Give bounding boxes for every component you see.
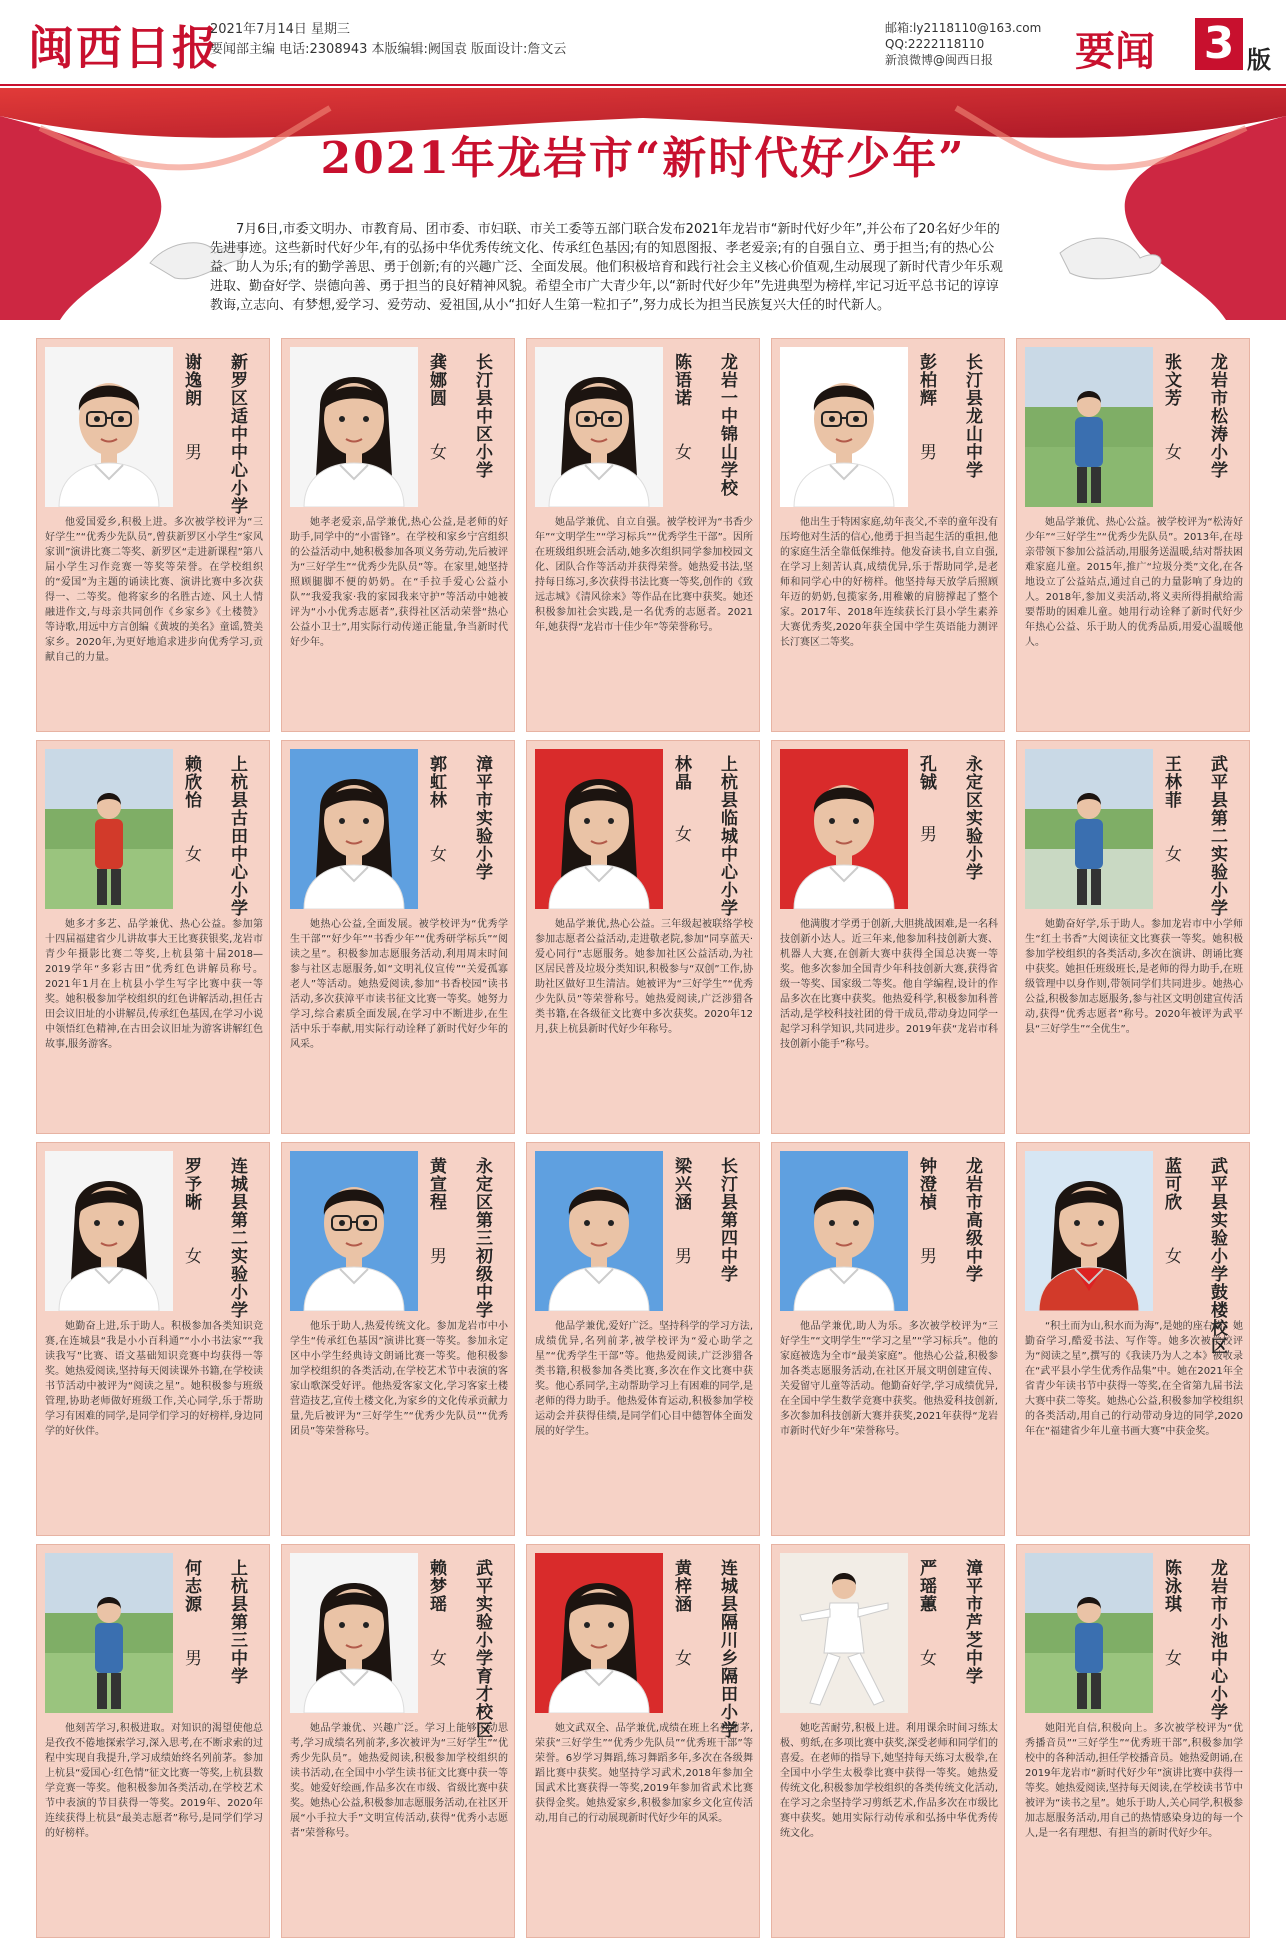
student-bio: 他品学兼优,助人为乐。多次被学校评为“三好学生”“文明学生”“学习之星”“学习标兵”。他的家庭被选为全市“最美家庭”。他热心公益,积极参加各类志愿服务活动,在社区开展文明创建宣传、关爱留守儿童等活动。他勤奋好学,学习成绩优异,在全国中学生数学竞赛中获奖。他热爱科技创新,多次参加科技创新大赛并获奖,2021年获得“龙岩市新时代好少年”荣誉称号。: [780, 1321, 998, 1437]
student-bio: 她多才多艺、品学兼优、热心公益。参加第十四届福建省少儿讲故事大王比赛获银奖,龙岩市青少年摄影比赛二等奖,上杭县第十届2018—2019学年“多彩古田”优秀红色讲解员称号。2021年1月在上杭县小学生写字比赛中获一等奖。她积极参加学校组织的红色讲解活动,担任古田会议旧址的小讲解员,传承红色基因,在学习小说中领悟红色精神,在古田会议旧址为游客讲解红色故事,服务游客。: [45, 919, 263, 1050]
student-bio: “积土而为山,积水而为海”,是她的座右铭。她勤奋学习,酷爱书法、写作等。她多次被学校评为“阅读之星”,撰写的《我读乃为人之本》被收录在“武平县小学生优秀作品集”中。她在2021年全省青少年读书节中获得一等奖,在全省第九届书法大赛中获二等奖。她热心公益,积极参加学校组织的各类活动,用自己的行动带动身边的同学,2020年在“福建省少年儿童书画大赛”中获金奖。: [1025, 1321, 1243, 1437]
student-card: [526, 1142, 760, 1536]
student-gender: 男: [671, 1247, 691, 1264]
portrait-icon: [780, 1151, 908, 1311]
student-gender: 女: [671, 825, 691, 842]
student-photo: [45, 1151, 173, 1311]
student-card: [36, 1142, 270, 1536]
student-card: [526, 740, 760, 1134]
page-title: 2021年龙岩市“新时代好少年”: [320, 133, 966, 184]
student-photo: [290, 1553, 418, 1713]
portrait-icon: [780, 1553, 908, 1713]
student-school: 上杭县临城中心小学: [717, 755, 737, 917]
student-bio: 她吃苦耐劳,积极上进。利用课余时间习练太极、剪纸,在多项比赛中获奖,深受老师和同学们的喜爱。在老师的指导下,她坚持每天练习太极拳,在全国中小学生太极拳比赛中获得一等奖。她热爱传统文化,积极参加学校组织的各类传统文化活动,在学习之余坚持学习剪纸艺术,作品多次在市级比赛中获奖。她用实际行动传承和弘扬中华优秀传统文化。: [780, 1723, 998, 1839]
student-bio: 他品学兼优,爱好广泛。坚持科学的学习方法,成绩优异,名列前茅,被学校评为“爱心助学之星”“优秀学生干部”等。他热爱阅读,广泛涉猎各类书籍,积极参加各类比赛,多次在作文比赛中获奖。他心系同学,主动帮助学习上有困难的同学,是老师的得力助手。他热爱体育运动,积极参加学校运动会并获得佳绩,是同学们心目中德智体全面发展的好学生。: [535, 1321, 753, 1437]
portrait-icon: [45, 1553, 173, 1713]
students-grid: [36, 338, 1250, 1946]
student-gender: 女: [426, 845, 446, 862]
student-name: 何志源: [181, 1559, 201, 1613]
student-photo: [535, 1151, 663, 1311]
portrait-icon: [1025, 749, 1153, 909]
student-name: 罗予晰: [181, 1157, 201, 1211]
student-school: 上杭县古田中心小学: [227, 755, 247, 917]
student-school: 连城县隔川乡隔田小学: [717, 1559, 737, 1739]
masthead-staff: 要闻部主编 电话:2308943 本版编辑:阙国袁 版面设计:詹文云: [210, 42, 567, 57]
portrait-icon: [45, 1151, 173, 1311]
student-gender: 男: [916, 443, 936, 460]
student-card: [36, 338, 270, 732]
student-card: [281, 1544, 515, 1938]
masthead: [0, 0, 1286, 86]
student-photo: [1025, 749, 1153, 909]
portrait-icon: [290, 1151, 418, 1311]
student-photo: [780, 1553, 908, 1713]
student-card: [1016, 740, 1250, 1134]
portrait-icon: [535, 1553, 663, 1713]
student-bio: 她热心公益,全面发展。被学校评为“优秀学生干部”“好少年”“书香少年”“优秀研学标兵”“阅读之星”。积极参加志愿服务活动,利用周末时间参与社区志愿服务,如“文明礼仪宣传”“关爱孤寡老人”等活动。她热爱阅读,参加“书香校园”读书活动,多次获漳平市读书征文比赛一等奖。她努力学习,综合素质全面发展,在学习中不断进步,在生活中乐于奉献,用实际行动诠释了新时代好少年的风采。: [290, 919, 508, 1050]
student-photo: [290, 347, 418, 507]
student-name: 孔铖: [916, 755, 936, 791]
student-bio: 她勤奋上进,乐于助人。积极参加各类知识竞赛,在连城县“我是小小百科通”“小小书法家”“我读我写”比赛、语文基础知识竞赛中均获得一等奖。她热爱阅读,坚持每天阅读课外书籍,在学校读书节活动中被评为“阅读之星”。她积极参与班级管理,协助老师做好班级工作,关心同学,乐于帮助学习有困难的同学,是同学们学习的好榜样,身边同学的好伙伴。: [45, 1321, 263, 1437]
student-card: [281, 338, 515, 732]
student-school: 上杭县第三中学: [227, 1559, 247, 1685]
student-name: 赖欣怡: [181, 755, 201, 809]
student-name: 严瑶蕙: [916, 1559, 936, 1613]
portrait-icon: [290, 749, 418, 909]
student-name: 黄宣程: [426, 1157, 446, 1211]
student-card: [771, 1544, 1005, 1938]
student-school: 武平实验小学育才校区: [472, 1559, 492, 1739]
student-photo: [1025, 1151, 1153, 1311]
portrait-icon: [780, 749, 908, 909]
page-suffix: 版: [1247, 46, 1271, 74]
student-name: 钟澄楨: [916, 1157, 936, 1211]
student-name: 龚娜圆: [426, 353, 446, 407]
student-gender: 女: [181, 1247, 201, 1264]
student-school: 长汀县中区小学: [472, 353, 492, 479]
student-bio: 她品学兼优、兴趣广泛。学习上能够主动思考,学习成绩名列前茅,多次被评为“三好学生”“优秀少先队员”。她热爱阅读,积极参加学校组织的读书活动,在全国中小学生读书征文比赛中获一等奖。她爱好绘画,作品多次在市级、省级比赛中获奖。她热心公益,积极参加志愿服务活动,在社区开展“小手拉大手”文明宣传活动,获得“优秀小志愿者”荣誉称号。: [290, 1723, 508, 1839]
student-card: [281, 740, 515, 1134]
student-school: 新罗区适中中心小学: [227, 353, 247, 515]
portrait-icon: [1025, 347, 1153, 507]
portrait-icon: [1025, 1151, 1153, 1311]
student-gender: 女: [1161, 1649, 1181, 1666]
student-photo: [45, 1553, 173, 1713]
portrait-icon: [290, 347, 418, 507]
student-gender: 女: [1161, 845, 1181, 862]
student-school: 武平县第二实验小学: [1207, 755, 1227, 917]
student-school: 武平县实验小学鼓楼校区: [1207, 1157, 1227, 1355]
student-photo: [1025, 347, 1153, 507]
student-card: [771, 1142, 1005, 1536]
student-name: 梁兴涵: [671, 1157, 691, 1211]
student-school: 龙岩市小池中心小学: [1207, 1559, 1227, 1721]
student-photo: [1025, 1553, 1153, 1713]
student-card: [281, 1142, 515, 1536]
page-number: 3: [1195, 18, 1243, 70]
student-school: 漳平市芦芝中学: [962, 1559, 982, 1685]
student-photo: [535, 347, 663, 507]
student-photo: [290, 1151, 418, 1311]
student-name: 谢逸朗: [181, 353, 201, 407]
student-gender: 男: [181, 443, 201, 460]
student-school: 连城县第二实验小学: [227, 1157, 247, 1319]
student-bio: 他出生于特困家庭,幼年丧父,不幸的童年没有压垮他对生活的信心,他勇于担当起生活的重担,他的家庭生活全靠低保维持。他发奋读书,自立自强,在学习上刻苦认真,成绩优异,乐于帮助同学,是老师和同学心中的好榜样。他坚持每天放学后照顾年迈的奶奶,包揽家务,用稚嫩的肩膀撑起了整个家。2017年、2018年连续获长汀县小学生素养大赛优秀奖,2020年获全国中学生英语能力测评长汀赛区二等奖。: [780, 517, 998, 648]
student-bio: 她品学兼优、自立自强。被学校评为“书香少年”“文明学生”“学习标兵”“优秀学生干部”。因所在班级组织班会活动,她多次组织同学参加校园文化、团队合作等活动并获得荣誉。她热爱书法,坚持每日练习,多次获得书法比赛一等奖,创作的《致远志城》《清风徐来》等作品在比赛中获奖。她还积极参加社会实践,是一名优秀的志愿者。2021年,她获得“龙岩市十佳少年”等荣誉称号。: [535, 517, 753, 633]
student-bio: 她阳光自信,积极向上。多次被学校评为“优秀播音员”“三好学生”“优秀班干部”,积极参加学校中的各种活动,担任学校播音员。她热爱朗诵,在2019年龙岩市“新时代好少年”演讲比赛中获得一等奖。她热爱阅读,坚持每天阅读,在学校读书节中被评为“读书之星”。她乐于助人,关心同学,积极参加志愿服务活动,用自己的热情感染身边的每一个人,是一名有理想、有担当的新时代好少年。: [1025, 1723, 1243, 1839]
student-gender: 女: [1161, 1247, 1181, 1264]
student-school: 龙岩市松涛小学: [1207, 353, 1227, 479]
student-bio: 他爱国爱乡,积极上进。多次被学校评为“三好学生”“优秀少先队员”,曾获新罗区小学生“家风家训”演讲比赛二等奖、新罗区“走进新课程”第八届小学生习作竞赛一等奖等荣誉。在学校组织的“爱国”为主题的诵读比赛、演讲比赛中多次获得一、二等奖。他将家乡的名胜古迹、风土人情融进作文,与母亲共同创作《乡家乡》《土楼赞》等诗歌,用远中方言创编《黄坡的美名》童谣,赞美家乡。2020年,为更好地追求进步向优秀学习,贡献自己的力量。: [45, 517, 263, 663]
student-photo: [535, 749, 663, 909]
student-card: [1016, 338, 1250, 732]
student-gender: 女: [671, 443, 691, 460]
student-name: 王林菲: [1161, 755, 1181, 809]
masthead-weibo: 新浪微博@闽西日报: [885, 53, 994, 67]
portrait-icon: [290, 1553, 418, 1713]
student-name: 黄梓涵: [671, 1559, 691, 1613]
student-name: 蓝可欣: [1161, 1157, 1181, 1211]
masthead-contact: [885, 20, 1041, 68]
section-name: 要闻: [1075, 28, 1155, 75]
masthead-info: [210, 20, 566, 60]
portrait-icon: [45, 347, 173, 507]
student-school: 长汀县第四中学: [717, 1157, 737, 1283]
student-bio: 他乐于助人,热爱传统文化。参加龙岩市中小学生“传承红色基因”演讲比赛一等奖。参加永定区中小学生经典诗文朗诵比赛一等奖。他积极参加学校组织的各类活动,在学校艺术节中表演的客家山歌深受好评。他热爱客家文化,学习客家土楼营造技艺,宣传土楼文化,为家乡的文化传承贡献力量,先后被评为“三好学生”“优秀少先队员”“优秀团员”等荣誉称号。: [290, 1321, 508, 1437]
student-card: [36, 740, 270, 1134]
student-photo: [780, 749, 908, 909]
student-name: 彭柏辉: [916, 353, 936, 407]
student-gender: 女: [916, 1649, 936, 1666]
student-gender: 男: [181, 1649, 201, 1666]
intro-paragraph: 7月6日,市委文明办、市教育局、团市委、市妇联、市关工委等五部门联合发布2021年龙岩市“新时代好少年”,并公布了20名好少年的先进事迹。这些新时代好少年,有的弘扬中华优秀传统文化、传承红色基因;有的知恩图报、孝老爱亲;有的自强自立、勇于担当;有的热心公益、助人为乐;有的勤学善思、勇于创新;有的兴趣广泛、全面发展。他们积极培育和践行社会主义核心价值观,生动展现了新时代青少年乐观进取、勤奋好学、崇德向善、勇于担当的良好精神风貌。希望全市广大青少年,以“新时代好少年”先进典型为榜样,牢记习近平总书记的谆谆教诲,立志向、有梦想,爱学习、爱劳动、爱祖国,从小“扣好人生第一粒扣子”,努力成长为担当民族复兴大任的时代新人。: [210, 222, 1003, 313]
student-card: [1016, 1142, 1250, 1536]
student-gender: 女: [426, 443, 446, 460]
student-bio: 她孝老爱亲,品学兼优,热心公益,是老师的好助手,同学中的“小雷锋”。在学校和家乡宁宫组织的公益活动中,她积极参加各项义务劳动,先后被评为“三好学生”“优秀少先队员”等。在家里,她坚持照顾腿脚不便的奶奶。在“手拉手爱心公益小队”“我爱我家·我的家园我来守护”等活动中她被评为“小小优秀志愿者”,获得社区活动荣誉“热心公益小卫士”,用实际行动传递正能量,争当新时代好少年。: [290, 517, 508, 648]
portrait-icon: [780, 347, 908, 507]
student-photo: [45, 347, 173, 507]
student-photo: [290, 749, 418, 909]
portrait-icon: [535, 1151, 663, 1311]
student-photo: [45, 749, 173, 909]
student-bio: 她文武双全、品学兼优,成绩在班上名列前茅,荣获“三好学生”“优秀少先队员”“优秀班干部”等荣誉。6岁学习舞蹈,练习舞蹈多年,多次在各级舞蹈比赛中获奖。她坚持学习武术,2018年参加全国武术比赛获得一等奖,2019年参加省武术比赛获得金奖。她热爱家乡,积极参加家乡文化宣传活动,用自己的行动展现新时代好少年的风采。: [535, 1723, 753, 1824]
student-gender: 女: [1161, 443, 1181, 460]
student-card: [36, 1544, 270, 1938]
student-school: 长汀县龙山中学: [962, 353, 982, 479]
student-name: 陈泳琪: [1161, 1559, 1181, 1613]
student-photo: [780, 347, 908, 507]
student-gender: 男: [916, 1247, 936, 1264]
student-photo: [535, 1553, 663, 1713]
student-school: 漳平市实验小学: [472, 755, 492, 881]
student-bio: 她品学兼优,热心公益。三年级起被联络学校参加志愿者公益活动,走进敬老院,参加“同享蓝天·爱心同行”志愿服务。她参加社区公益活动,为社区居民普及垃圾分类知识,积极参与“双创”工作,协助社区做好卫生清洁。她被评为“三好学生”“优秀少先队员”等荣誉称号。她热爱阅读,广泛涉猎各类书籍,在各级征文比赛中多次获奖。2020年12月,获上杭县新时代好少年称号。: [535, 919, 753, 1035]
student-bio: 她勤奋好学,乐于助人。参加龙岩市中小学师生“红土书香”大阅读征文比赛获一等奖。她积极参加学校组织的各类活动,多次在演讲、朗诵比赛中获奖。她担任班级班长,是老师的得力助手,在班级管理中以身作则,带领同学们共同进步。她热心公益,积极参加志愿服务,参与社区文明创建宣传活动,获得“优秀志愿者”称号。2020年被评为武平县“三好学生”“全优生”。: [1025, 919, 1243, 1035]
student-card: [1016, 1544, 1250, 1938]
student-name: 林晶: [671, 755, 691, 791]
portrait-icon: [535, 347, 663, 507]
student-photo: [780, 1151, 908, 1311]
student-card: [526, 1544, 760, 1938]
portrait-icon: [535, 749, 663, 909]
student-bio: 他刻苦学习,积极进取。对知识的渴望使他总是孜孜不倦地探索学习,深入思考,在不断求索的过程中实现自我提升,学习成绩始终名列前茅。参加上杭县“爱国心·红色情”征文比赛一等奖,上杭县数学竞赛一等奖。他积极参加各类活动,在学校艺术节中表演的节目获得一等奖。2019年、2020年连续获得上杭县“最美志愿者”称号,是同学们学习的好榜样。: [45, 1723, 263, 1839]
student-card: [771, 740, 1005, 1134]
masthead-qq: QQ:2222118110: [885, 37, 985, 51]
portrait-icon: [45, 749, 173, 909]
student-gender: 女: [181, 845, 201, 862]
portrait-icon: [1025, 1553, 1153, 1713]
student-gender: 男: [426, 1247, 446, 1264]
student-card: [771, 338, 1005, 732]
student-school: 永定区第三初级中学: [472, 1157, 492, 1319]
student-bio: 她品学兼优、热心公益。被学校评为“松涛好少年”“三好学生”“优秀少先队员”。2013年,在母亲带领下参加公益活动,用服务送温暖,结对帮扶困难家庭儿童。2015年,推广“垃圾分类”文化,在各地设立了公益站点,通过自己的力量影响了身边的人。2018年,参加义卖活动,将义卖所得捐献给需要帮助的困难儿童。她用行动诠释了新时代好少年热心公益、乐于助人的优秀品质,用爱心温暖他人。: [1025, 517, 1243, 648]
student-school: 永定区实验小学: [962, 755, 982, 881]
student-school: 龙岩一中锦山学校: [717, 353, 737, 497]
student-card: [526, 338, 760, 732]
student-school: 龙岩市高级中学: [962, 1157, 982, 1283]
student-name: 郭虹林: [426, 755, 446, 809]
student-bio: 他满腹才学勇于创新,大胆挑战困难,是一名科技创新小达人。近三年来,他参加科技创新大赛、机器人大赛,在创新大赛中获得全国总决赛一等奖。他多次参加全国青少年科技创新大赛,获得省级一等奖、国家级二等奖。他自学编程,设计的作品多次在比赛中获奖。他热爱科学,积极参加科普活动,是学校科技社团的骨干成员,带动身边同学一起学习科学知识,共同进步。2019年获“龙岩市科技创新小能手”称号。: [780, 919, 998, 1050]
masthead-date: 2021年7月14日 星期三: [210, 22, 351, 37]
masthead-email: 邮箱:ly2118110@163.com: [885, 21, 1042, 35]
newspaper-logo: 闽西日报: [28, 21, 220, 75]
student-name: 陈语诺: [671, 353, 691, 407]
student-gender: 女: [671, 1649, 691, 1666]
student-name: 赖梦瑶: [426, 1559, 446, 1613]
student-gender: 男: [916, 825, 936, 842]
student-gender: 女: [426, 1649, 446, 1666]
student-name: 张文芳: [1161, 353, 1181, 407]
